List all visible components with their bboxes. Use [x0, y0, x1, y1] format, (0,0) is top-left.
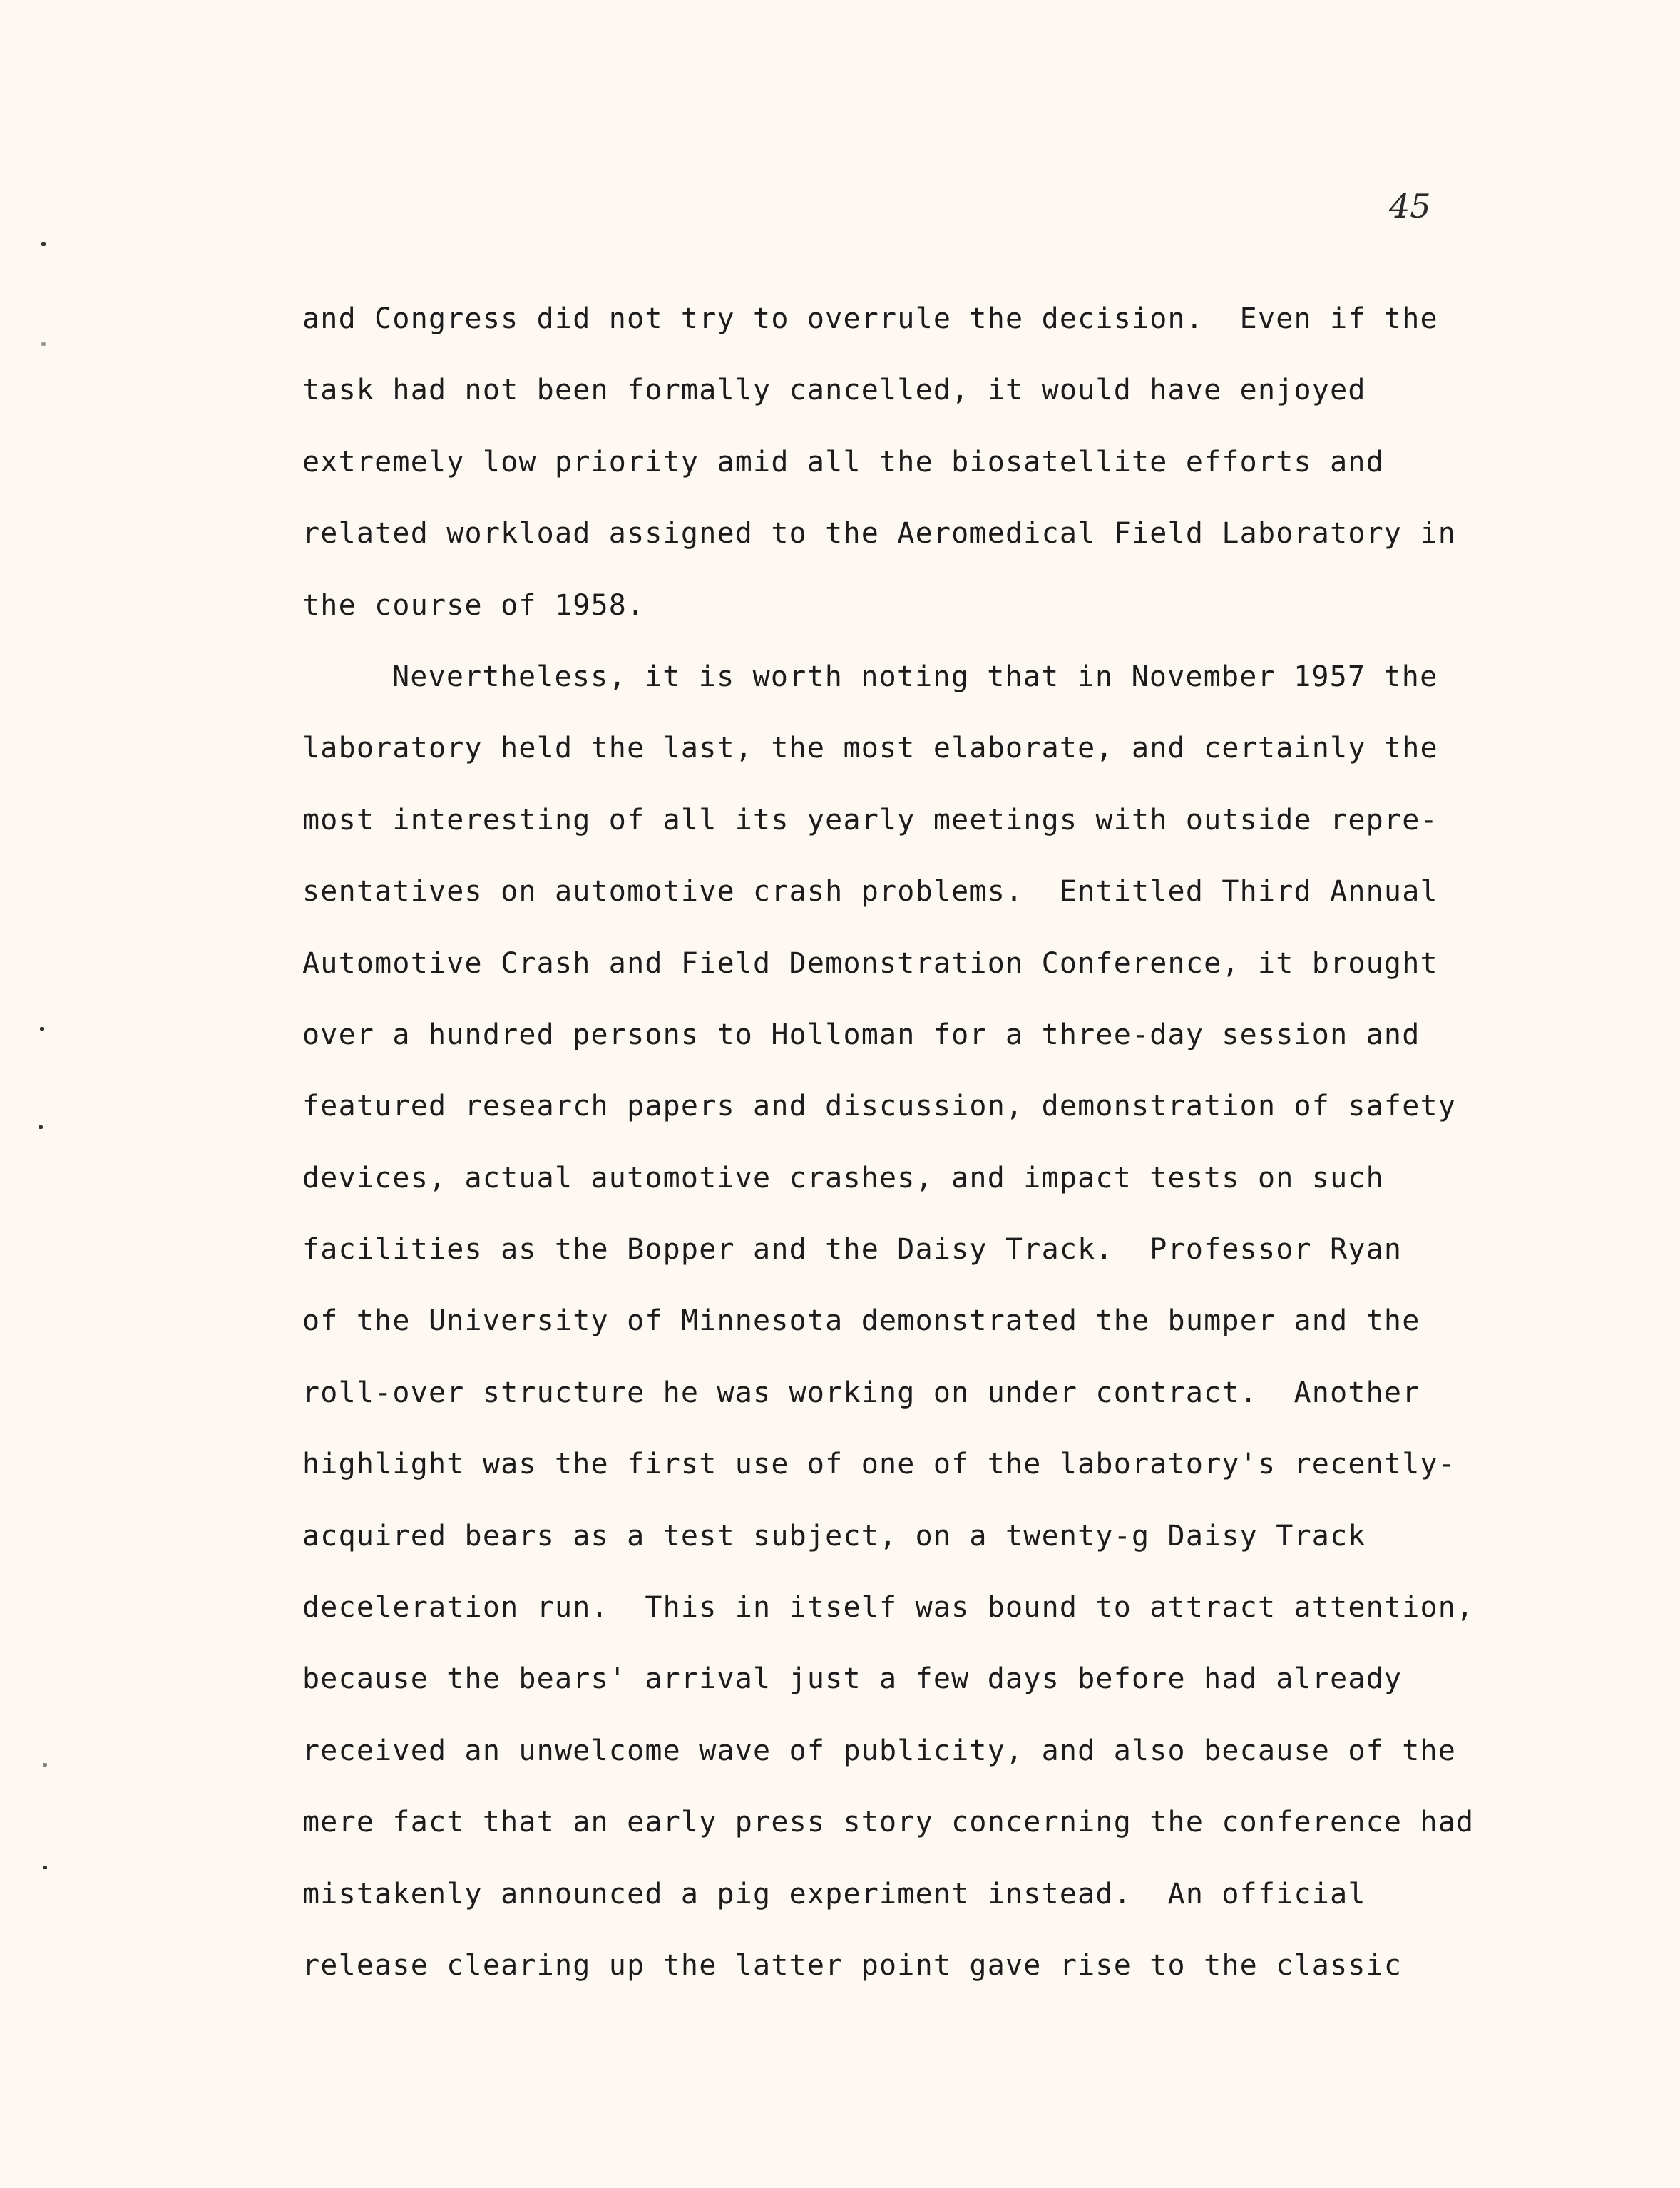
- text-line: acquired bears as a test subject, on a twenty-g Daisy Track: [302, 1519, 1366, 1553]
- text-line: sentatives on automotive crash problems. Entitled Third Annual: [302, 875, 1438, 909]
- text-line: featured research papers and discussion, demonstration of safety: [302, 1090, 1457, 1123]
- text-line: received an unwelcome wave of publicity, and also because of the: [302, 1734, 1457, 1767]
- margin-mark: [43, 1866, 47, 1869]
- text-line: mistakenly announced a pig experiment instead. An official: [302, 1877, 1366, 1911]
- text-line: related workload assigned to the Aeromedical Field Laboratory in: [302, 517, 1457, 551]
- text-line: over a hundred persons to Holloman for a three-day session and: [302, 1018, 1420, 1051]
- text-line: task had not been formally cancelled, it would have enjoyed: [302, 374, 1366, 407]
- text-line: laboratory held the last, the most elaborate, and certainly the: [302, 732, 1438, 765]
- margin-mark: [40, 1027, 44, 1031]
- text-line: facilities as the Bopper and the Daisy Track. Professor Ryan: [302, 1233, 1403, 1267]
- page-number: 45: [1389, 187, 1431, 225]
- text-line: extremely low priority amid all the biosatellite efforts and: [302, 445, 1384, 479]
- text-line: highlight was the first use of one of the laboratory's recently-: [302, 1448, 1457, 1481]
- text-line: deceleration run. This in itself was bound to attract attention,: [302, 1591, 1475, 1625]
- text-line: of the University of Minnesota demonstrated the bumper and the: [302, 1304, 1420, 1338]
- text-line: roll-over structure he was working on under contract. Another: [302, 1376, 1420, 1409]
- text-line: Nevertheless, it is worth noting that in November 1957 the: [392, 660, 1438, 693]
- text-line: and Congress did not try to overrule the decision. Even if the: [302, 302, 1438, 335]
- margin-mark: [43, 1763, 47, 1767]
- text-line: because the bears' arrival just a few days before had already: [302, 1662, 1403, 1696]
- margin-mark: [41, 242, 46, 246]
- margin-mark: [39, 1125, 43, 1129]
- text-line: the course of 1958.: [302, 588, 645, 622]
- text-line: mere fact that an early press story concerning the conference had: [302, 1806, 1475, 1839]
- text-line: most interesting of all its yearly meetings with outside repre-: [302, 803, 1438, 837]
- text-line: Automotive Crash and Field Demonstration Conference, it brought: [302, 946, 1438, 980]
- text-line: devices, actual automotive crashes, and impact tests on such: [302, 1161, 1384, 1195]
- margin-mark: [41, 342, 46, 346]
- body-text: [302, 294, 1515, 2012]
- text-line: release clearing up the latter point gave rise to the classic: [302, 1948, 1403, 1982]
